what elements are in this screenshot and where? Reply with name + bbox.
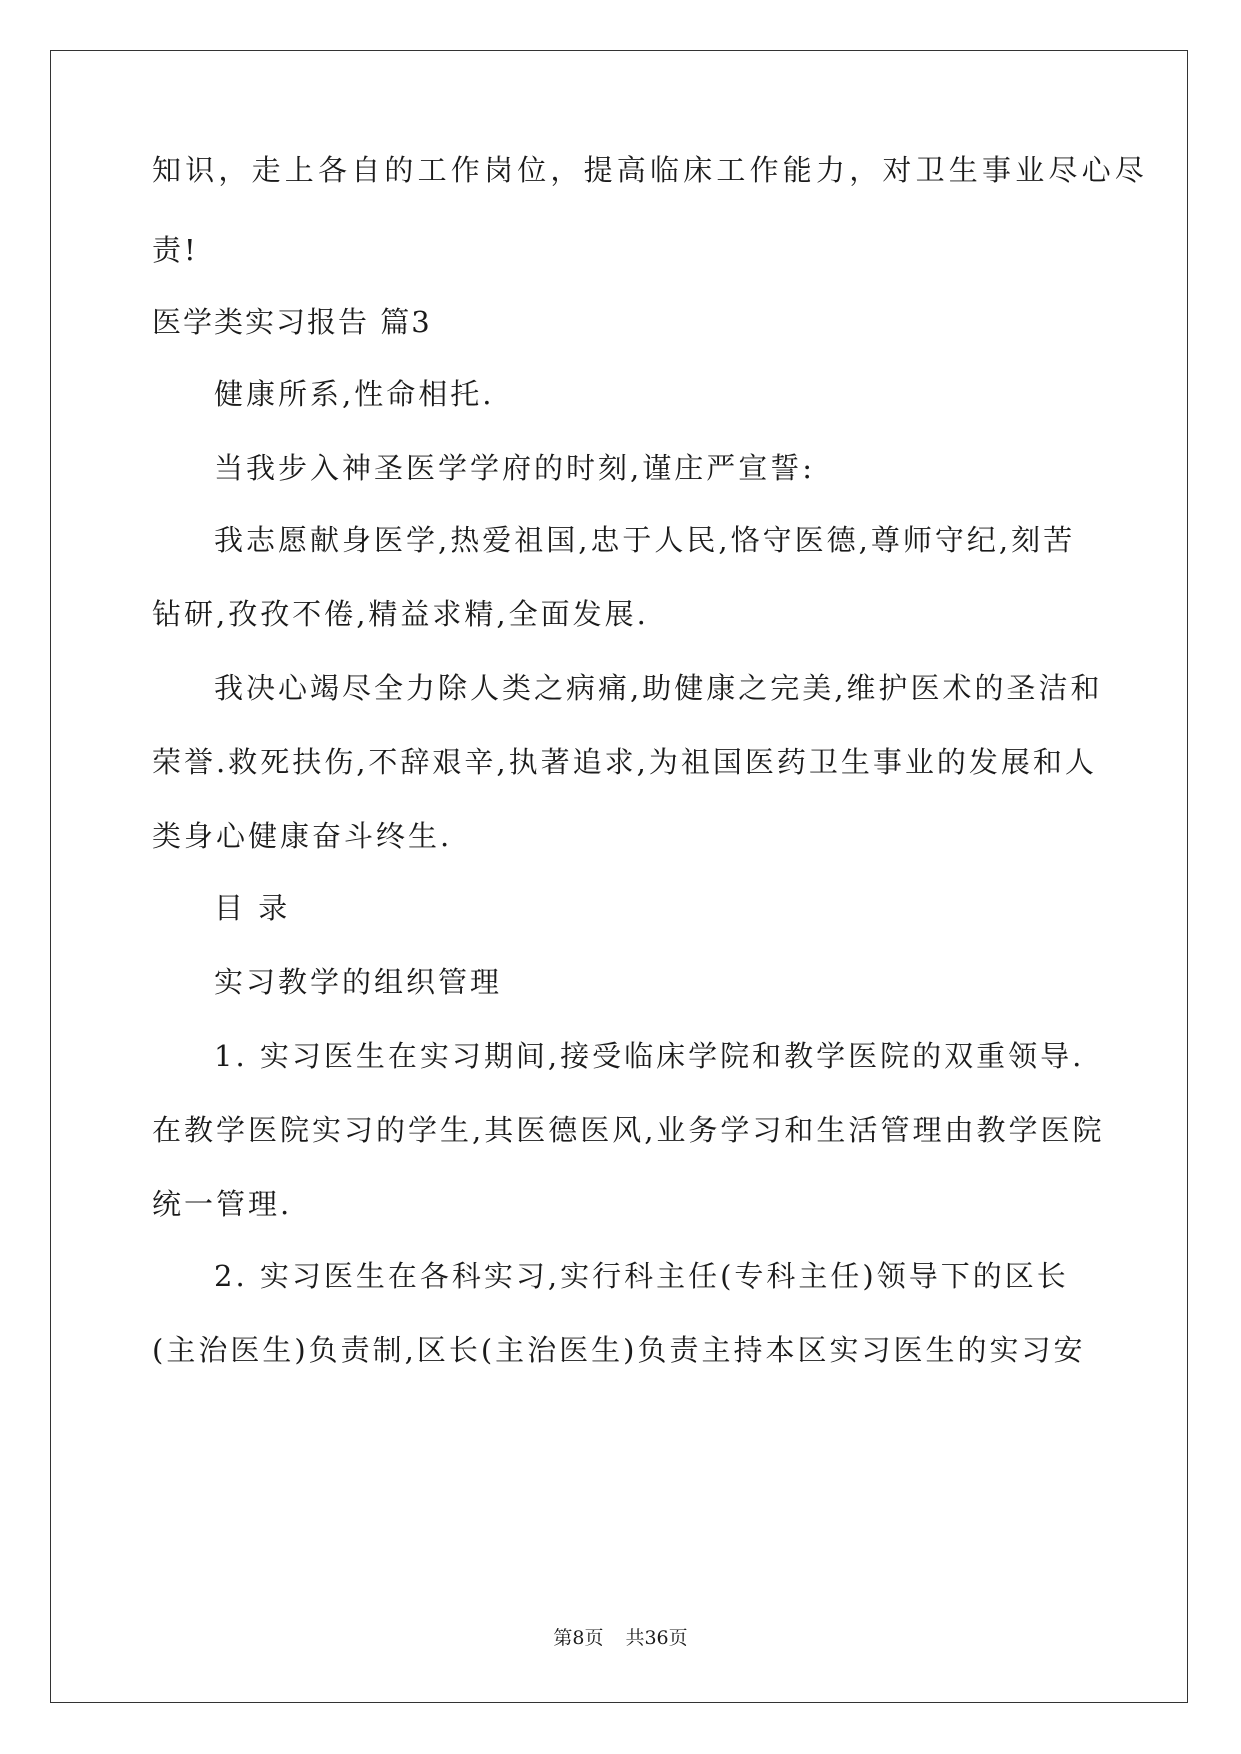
subsection-heading: 实习教学的组织管理 xyxy=(214,965,503,999)
page-footer xyxy=(0,1626,1241,1650)
paragraph-line: 钻研,孜孜不倦,精益求精,全面发展. xyxy=(152,597,649,631)
page-border xyxy=(50,50,1188,1703)
paragraph-line: 在教学医院实习的学生,其医德医风,业务学习和生活管理由教学医院 xyxy=(152,1113,1105,1147)
paragraph-line: 荣誉.救死扶伤,不辞艰辛,执著追求,为祖国医药卫生事业的发展和人 xyxy=(152,745,1097,779)
paragraph-line: 健康所系,性命相托. xyxy=(214,377,495,411)
toc-heading: 目 录 xyxy=(214,891,291,925)
paragraph-line: 知识，走上各自的工作岗位，提高临床工作能力，对卫生事业尽心尽 xyxy=(152,153,1149,187)
paragraph-line: 统一管理. xyxy=(152,1187,293,1221)
paragraph-line: 责! xyxy=(152,233,199,267)
paragraph-line: 2. 实习医生在各科实习,实行科主任(专科主任)领导下的区长 xyxy=(214,1259,1069,1293)
paragraph-line: 我志愿献身医学,热爱祖国,忠于人民,恪守医德,尊师守纪,刻苦 xyxy=(214,523,1076,557)
paragraph-line: 1. 实习医生在实习期间,接受临床学院和教学医院的双重领导. xyxy=(214,1039,1085,1073)
page-number: 第8页 xyxy=(553,1627,604,1649)
page-total: 共36页 xyxy=(625,1627,688,1649)
paragraph-line: (主治医生)负责制,区长(主治医生)负责主持本区实习医生的实习安 xyxy=(152,1333,1086,1367)
paragraph-line: 当我步入神圣医学学府的时刻,谨庄严宣誓: xyxy=(214,451,815,485)
paragraph-line: 类身心健康奋斗终生. xyxy=(152,819,453,853)
section-heading: 医学类实习报告 篇3 xyxy=(152,305,432,339)
paragraph-line: 我决心竭尽全力除人类之病痛,助健康之完美,维护医术的圣洁和 xyxy=(214,671,1103,705)
